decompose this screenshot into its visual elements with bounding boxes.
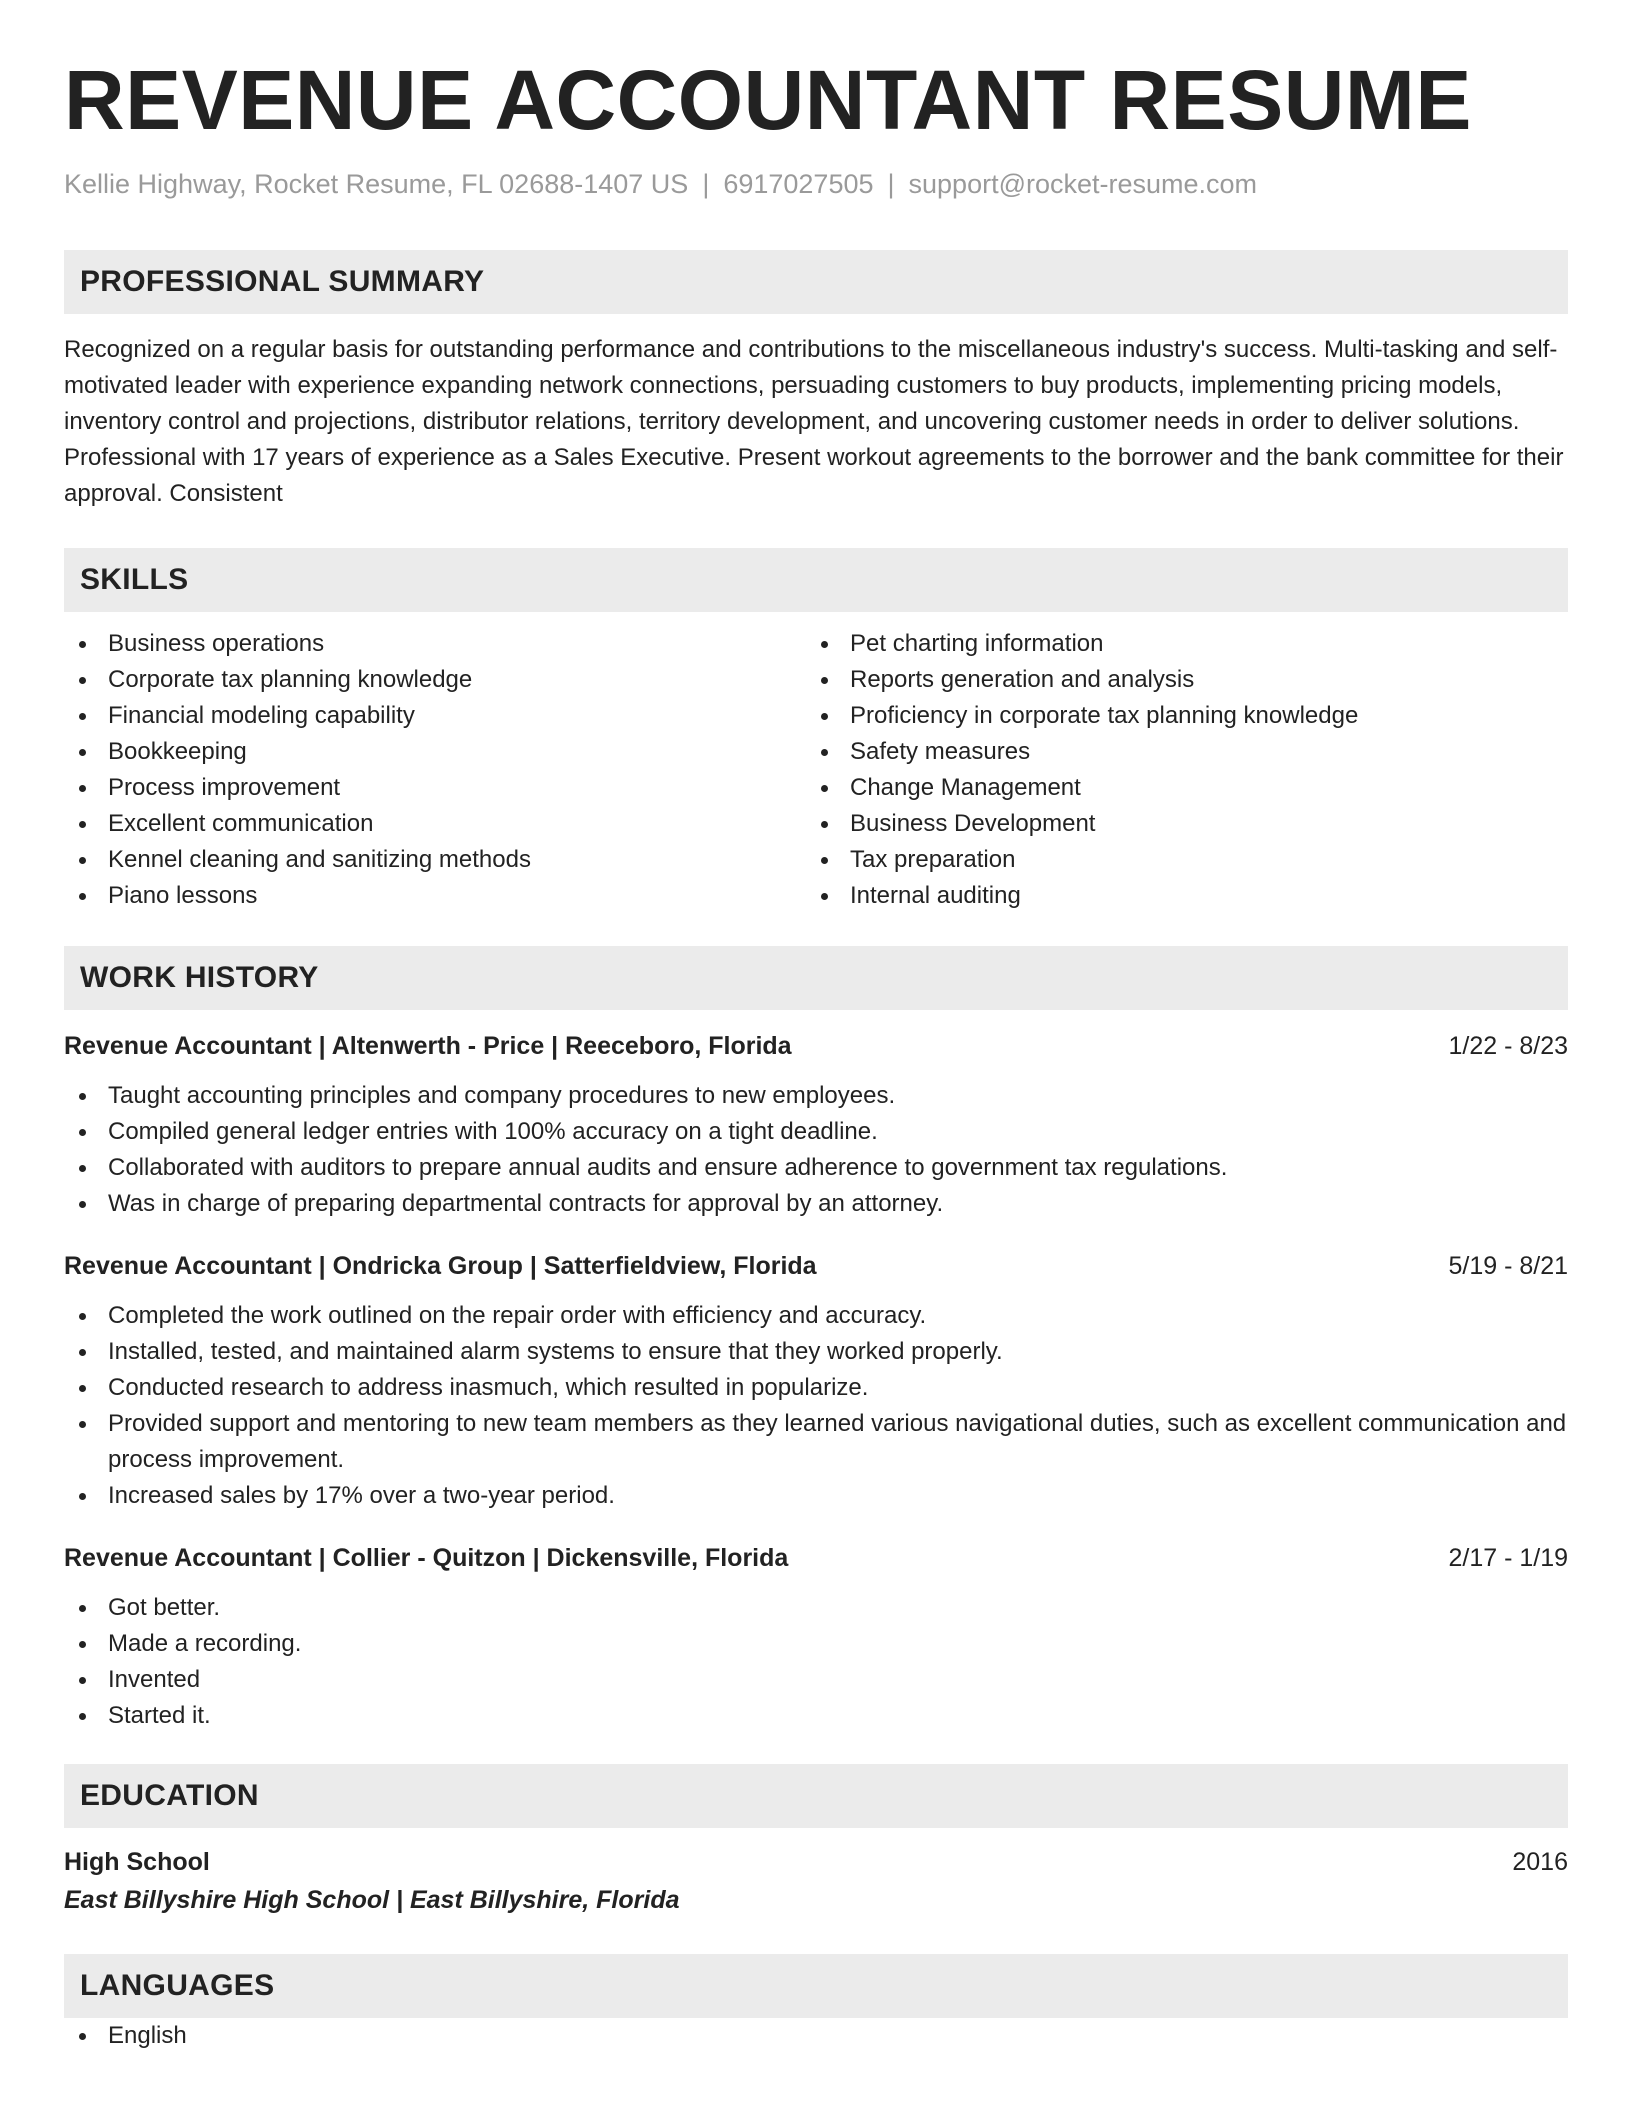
education-heading: EDUCATION: [64, 1764, 1568, 1828]
skill-item: Proficiency in corporate tax planning knowledge: [806, 698, 1548, 734]
job-entry: [64, 1248, 1568, 1514]
job-title: Revenue Accountant | Ondricka Group | Satterfieldview, Florida: [64, 1252, 817, 1281]
summary-text: Recognized on a regular basis for outstanding performance and contributions to the miscellaneous industry's success. Multi-tasking and self-motivated leader with experience expanding network connections, persuading customers to buy products, implementing pricing models, inventory control and projections, distributor relations, territory development, and uncovering customer needs in order to deliver solutions. Professional with 17 years of experience as a Sales Executive. Present workout agreements to the borrower and the bank committee for their approval. Consistent: [64, 336, 1564, 508]
skill-item: Bookkeeping: [64, 734, 806, 770]
job-bullets: [64, 1590, 1568, 1734]
job-entry: [64, 1028, 1568, 1222]
work-history-heading: WORK HISTORY: [64, 946, 1568, 1010]
job-bullet: Increased sales by 17% over a two-year period.: [64, 1478, 1568, 1514]
skill-item: Pet charting information: [806, 626, 1548, 662]
summary-heading: PROFESSIONAL SUMMARY: [64, 250, 1568, 314]
education-year: 2016: [1512, 1848, 1568, 1877]
job-header: [64, 1248, 1568, 1284]
skills-list-left: [64, 626, 806, 914]
education-school: East Billyshire High School | East Billyshire, Florida: [64, 1886, 680, 1915]
job-bullets: [64, 1078, 1568, 1222]
contact-email: support@rocket-resume.com: [908, 169, 1258, 199]
job-bullet: Collaborated with auditors to prepare annual audits and ensure adherence to government tax regulations.: [64, 1150, 1568, 1186]
job-title: Revenue Accountant | Collier - Quitzon | Dickensville, Florida: [64, 1544, 789, 1573]
education-header: [64, 1844, 1568, 1880]
language-item: English: [64, 2018, 1568, 2054]
contact-separator: |: [887, 169, 895, 199]
job-bullet: Invented: [64, 1662, 1568, 1698]
job-bullet: Provided support and mentoring to new team members as they learned various navigational duties, such as excellent communication and process improvement.: [64, 1406, 1568, 1478]
contact-line: [64, 168, 1568, 200]
job-dates: 2/17 - 1/19: [1448, 1544, 1568, 1573]
job-bullet: Made a recording.: [64, 1626, 1568, 1662]
skill-item: Kennel cleaning and sanitizing methods: [64, 842, 806, 878]
job-bullet: Was in charge of preparing departmental contracts for approval by an attorney.: [64, 1186, 1568, 1222]
skill-item: Process improvement: [64, 770, 806, 806]
skills-grid: [64, 626, 1568, 914]
job-header: [64, 1540, 1568, 1576]
skills-column-right: [806, 626, 1548, 914]
job-bullet: Installed, tested, and maintained alarm systems to ensure that they worked properly.: [64, 1334, 1568, 1370]
skill-item: Excellent communication: [64, 806, 806, 842]
contact-address: Kellie Highway, Rocket Resume, FL 02688-1407 US: [64, 169, 689, 199]
job-dates: 5/19 - 8/21: [1448, 1252, 1568, 1281]
skill-item: Safety measures: [806, 734, 1548, 770]
contact-phone: 6917027505: [723, 169, 874, 199]
skill-item: Internal auditing: [806, 878, 1548, 914]
skill-item: Piano lessons: [64, 878, 806, 914]
contact-separator: |: [702, 169, 710, 199]
skills-column-left: [64, 626, 806, 914]
job-bullet: Taught accounting principles and company procedures to new employees.: [64, 1078, 1568, 1114]
skill-item: Business Development: [806, 806, 1548, 842]
skill-item: Change Management: [806, 770, 1548, 806]
job-bullet: Started it.: [64, 1698, 1568, 1734]
skills-list-right: [806, 626, 1548, 914]
languages-list: [64, 2018, 1568, 2054]
skill-item: Tax preparation: [806, 842, 1548, 878]
job-dates: 1/22 - 8/23: [1448, 1032, 1568, 1061]
job-bullets: [64, 1298, 1568, 1514]
page-title: REVENUE ACCOUNTANT RESUME: [64, 53, 1472, 147]
skill-item: Corporate tax planning knowledge: [64, 662, 806, 698]
skill-item: Reports generation and analysis: [806, 662, 1548, 698]
job-bullet: Conducted research to address inasmuch, which resulted in popularize.: [64, 1370, 1568, 1406]
skill-item: Financial modeling capability: [64, 698, 806, 734]
skill-item: Business operations: [64, 626, 806, 662]
job-bullet: Completed the work outlined on the repair order with efficiency and accuracy.: [64, 1298, 1568, 1334]
job-header: [64, 1028, 1568, 1064]
job-entry: [64, 1540, 1568, 1734]
job-bullet: Compiled general ledger entries with 100% accuracy on a tight deadline.: [64, 1114, 1568, 1150]
languages-heading: LANGUAGES: [64, 1954, 1568, 2018]
job-title: Revenue Accountant | Altenwerth - Price | Reeceboro, Florida: [64, 1032, 792, 1061]
job-bullet: Got better.: [64, 1590, 1568, 1626]
education-degree: High School: [64, 1848, 210, 1877]
skills-heading: SKILLS: [64, 548, 1568, 612]
